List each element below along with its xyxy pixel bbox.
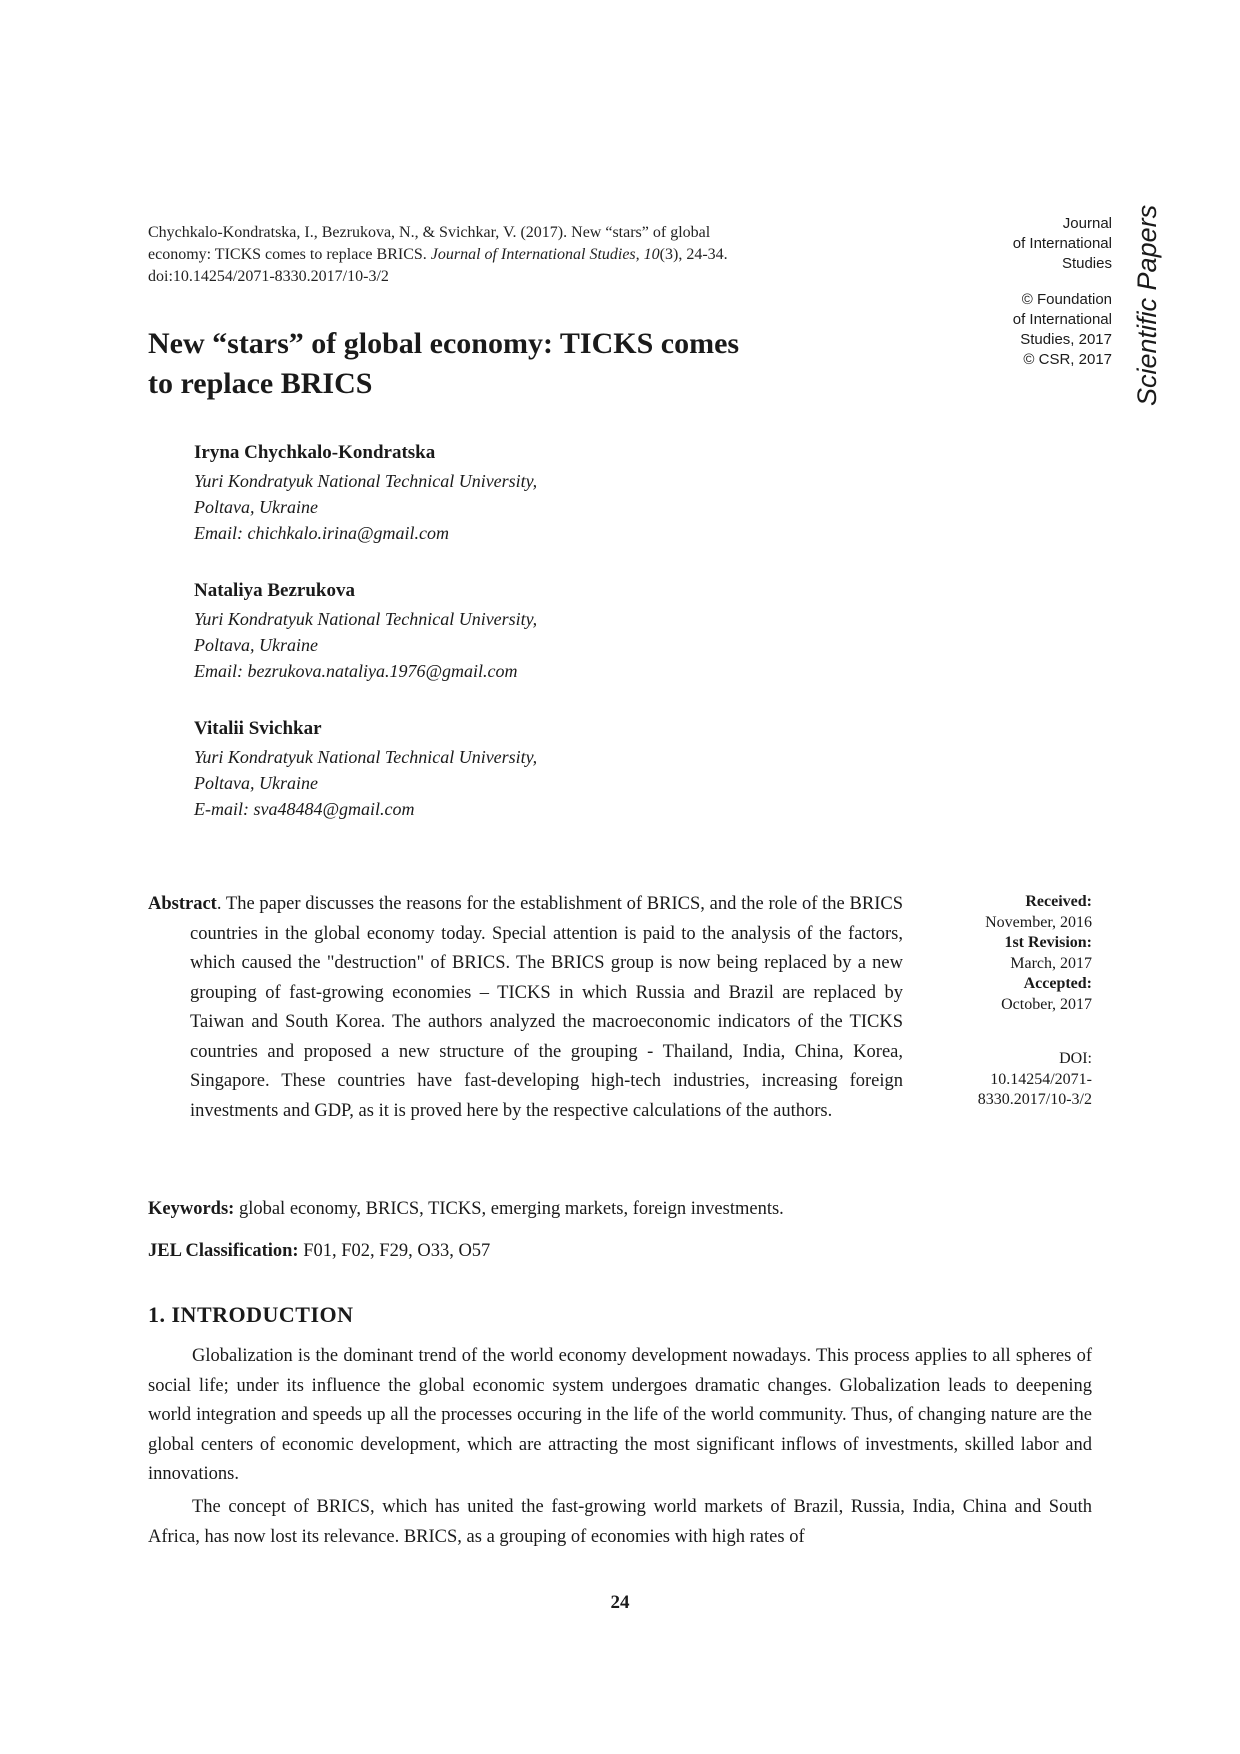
revision-date: March, 2017 <box>1010 954 1092 972</box>
received-date: November, 2016 <box>985 913 1092 931</box>
section-heading: 1. INTRODUCTION <box>148 1302 354 1327</box>
author-email[interactable]: E-mail: sva48484@gmail.com <box>194 799 415 819</box>
paper-title: New “stars” of global economy: TICKS comes to replace BRICS <box>148 327 740 400</box>
citation-journal: Journal of International Studies, 10 <box>430 246 660 263</box>
author-email[interactable]: Email: bezrukova.nataliya.1976@gmail.com <box>194 661 518 681</box>
doi-label: DOI: <box>1059 1050 1092 1067</box>
author-block <box>194 440 754 546</box>
citation-text: Chychkalo-Kondratska, I., Bezrukova, N., & Svichkar, V. (2017). New “stars” of global economy: TICKS comes to replace BRICS. <box>148 224 711 263</box>
copyright-line: © Foundation <box>1021 291 1112 308</box>
author-affiliation: Yuri Kondratyuk National Technical University, <box>194 609 538 629</box>
keywords-text: global economy, BRICS, TICKS, emerging markets, foreign investments. <box>234 1199 784 1219</box>
keywords <box>148 1196 1068 1222</box>
author-location: Poltava, Ukraine <box>194 635 318 655</box>
paragraph: The concept of BRICS, which has united the fast-growing world markets of Brazil, Russia, India, China and South Africa, has now lost its relevance. BRICS, as a grouping of economies with high rates of <box>148 1497 1092 1547</box>
author-name: Iryna Chychkalo-Kondratska <box>194 442 436 463</box>
author-affiliation: Yuri Kondratyuk National Technical University, <box>194 747 538 767</box>
author-block <box>194 578 754 684</box>
author-name: Vitalii Svichkar <box>194 718 322 739</box>
citation-issue: (3), 24-34. doi:10.14254/2071-8330.2017/10-3/2 <box>148 246 728 285</box>
citation <box>148 222 738 288</box>
jel-label: JEL Classification: <box>148 1241 299 1261</box>
author-email[interactable]: Email: chichkalo.irina@gmail.com <box>194 523 450 543</box>
article-dates <box>922 892 1092 1111</box>
journal-line: Journal <box>1062 215 1112 232</box>
journal-line: Studies <box>1061 255 1112 272</box>
author-block <box>194 716 754 822</box>
author-location: Poltava, Ukraine <box>194 497 318 517</box>
abstract-label: Abstract <box>148 894 217 914</box>
received-label: Received: <box>1025 893 1092 910</box>
doi-line[interactable]: 10.14254/2071- <box>990 1070 1092 1088</box>
accepted-date: October, 2017 <box>1001 995 1092 1013</box>
paragraph: Globalization is the dominant trend of the world economy development nowadays. This process applies to all spheres of social life; under its influence the global economic system undergoes dramatic changes. Globalization leads to deepening world integration and speeds up all the processes occuring in the life of the world community. Thus, of changing nature are the global centers of economic development, which are attracting the most significant inflows of investments, skilled labor and innovations. <box>148 1346 1092 1484</box>
copyright-line: © CSR, 2017 <box>1023 351 1112 368</box>
journal-name <box>912 214 1112 274</box>
author-name: Nataliya Bezrukova <box>194 580 355 601</box>
keywords-label: Keywords: <box>148 1199 235 1219</box>
author-location: Poltava, Ukraine <box>194 773 318 793</box>
copyright <box>912 290 1112 370</box>
revision-label: 1st Revision: <box>1004 934 1092 951</box>
journal-box <box>912 214 1112 386</box>
jel-classification <box>148 1238 1068 1264</box>
abstract-text: . The paper discusses the reasons for the establishment of BRICS, and the role of the BRICS countries in the global economy today. Special attention is paid to the analysis of the factors, which caused the "destruction" of BRICS. The BRICS group is now being replaced by a new grouping of fast-growing economies – TICKS in which Russia and Brazil are replaced by Taiwan and South Korea. The authors analyzed the macroeconomic indicators of the TICKS countries and proposed a new structure of the grouping - Thailand, India, China, Korea, Singapore. These countries have fast-developing high-tech industries, increasing foreign investments and GDP, as it is proved here by the respective calculations of the authors. <box>190 894 903 1121</box>
abstract <box>148 890 903 1126</box>
author-affiliation: Yuri Kondratyuk National Technical University, <box>194 471 538 491</box>
copyright-line: Studies, 2017 <box>1020 331 1112 348</box>
journal-line: of International <box>1012 235 1112 252</box>
page-number: 24 <box>610 1592 630 1613</box>
accepted-label: Accepted: <box>1023 975 1092 992</box>
doi-line[interactable]: 8330.2017/10-3/2 <box>977 1091 1092 1108</box>
section-label: Scientific Papers <box>1132 204 1162 406</box>
section-label-vertical <box>1118 204 1178 418</box>
copyright-line: of International <box>1012 311 1112 328</box>
jel-text: F01, F02, F29, O33, O57 <box>298 1241 491 1261</box>
